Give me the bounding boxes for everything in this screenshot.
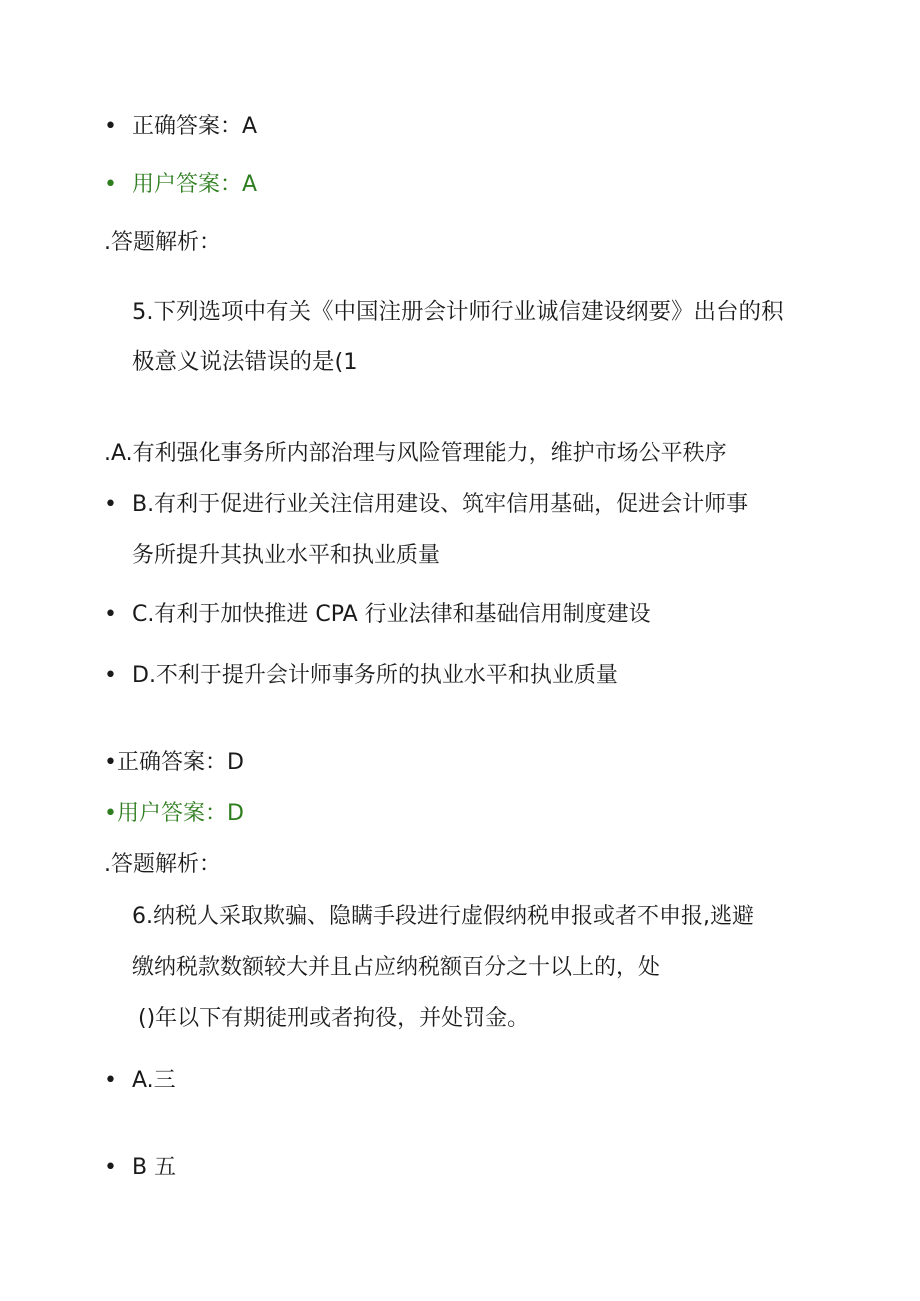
bullet-icon: • xyxy=(104,492,117,517)
user-answer-a: 用户答案：A xyxy=(132,172,258,197)
question-6-text: 6.纳税人采取欺骗、隐瞒手段进行虚假纳税申报或者不申报,逃避 xyxy=(132,904,754,929)
option-d: D.不利于提升会计师事务所的执业水平和执业质量 xyxy=(132,663,618,688)
option-b: B.有利于促进行业关注信用建设、筑牢信用基础，促进会计师事 xyxy=(132,492,749,517)
answer-analysis-label: .答题解析： xyxy=(104,852,221,877)
option-b: B 五 xyxy=(132,1155,177,1180)
bullet-icon: • xyxy=(104,1068,117,1093)
bullet-icon: • xyxy=(104,663,117,688)
bullet-icon: • xyxy=(104,1155,117,1180)
question-6-text-cont: 缴纳税款数额较大并且占应纳税额百分之十以上的，处 xyxy=(132,955,661,980)
option-a: A.三 xyxy=(132,1068,176,1093)
bullet-icon: • xyxy=(104,172,117,197)
question-6-text-cont2: ()年以下有期徒刑或者拘役，并处罚金。 xyxy=(138,1006,530,1031)
option-c: C.有利于加快推进 CPA 行业法律和基础信用制度建设 xyxy=(132,602,651,627)
answer-analysis-label: .答题解析： xyxy=(104,230,221,255)
bullet-icon: • xyxy=(104,114,117,139)
bullet-icon: • xyxy=(104,602,117,627)
correct-answer-d: •正确答案：D xyxy=(104,750,244,775)
user-answer-d: •用户答案：D xyxy=(104,801,244,826)
option-a: .A.有利强化事务所内部治理与风险管理能力，维护市场公平秩序 xyxy=(104,441,727,466)
question-5-text: 5.下列选项中有关《中国注册会计师行业诚信建设纲要》出台的积 xyxy=(132,299,784,325)
option-b-cont: 务所提升其执业水平和执业质量 xyxy=(132,543,441,568)
correct-answer-a: 正确答案：A xyxy=(132,114,258,139)
question-5-text-cont: 极意义说法错误的是(1 xyxy=(132,349,358,375)
